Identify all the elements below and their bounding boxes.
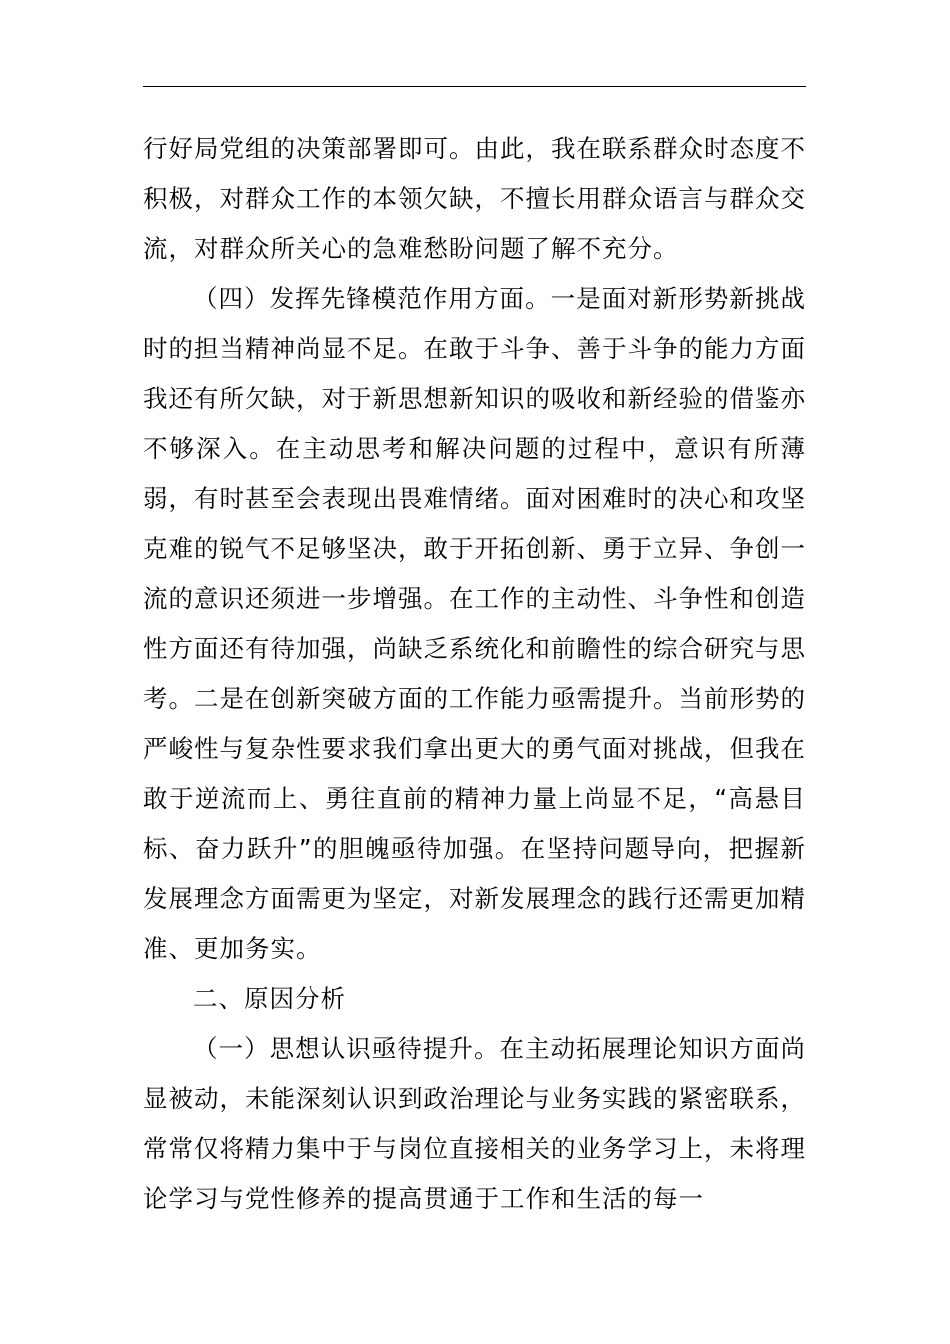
document-body: [143, 124, 806, 1224]
paragraph-continuation: 行好局党组的决策部署即可。由此，我在联系群众时态度不积极，对群众工作的本领欠缺，不擅长用群众语言与群众交流，对群众所关心的急难愁盼问题了解不充分。: [143, 134, 806, 263]
header-rule: [143, 86, 806, 87]
section-heading-cause-analysis: 二、原因分析: [193, 984, 346, 1013]
paragraph-cause-one: （一）思想认识亟待提升。在主动拓展理论知识方面尚显被动，未能深刻认识到政治理论与业务实践的紧密联系，常常仅将精力集中于与岗位直接相关的业务学习上，未将理论学习与党性修养的提高贯通于工作和生活的每一: [143, 1034, 806, 1213]
paragraph-section-four: （四）发挥先锋模范作用方面。一是面对新形势新挑战时的担当精神尚显不足。在敢于斗争、善于斗争的能力方面我还有所欠缺，对于新思想新知识的吸收和新经验的借鉴亦不够深入。在主动思考和解决问题的过程中，意识有所薄弱，有时甚至会表现出畏难情绪。面对困难时的决心和攻坚克难的锐气不足够坚决，敢于开拓创新、勇于立异、争创一流的意识还须进一步增强。在工作的主动性、斗争性和创造性方面还有待加强，尚缺乏系统化和前瞻性的综合研究与思考。二是在创新突破方面的工作能力亟需提升。当前形势的严峻性与复杂性要求我们拿出更大的勇气面对挑战，但我在敢于逆流而上、勇往直前的精神力量上尚显不足，“高悬目标、奋力跃升”的胆魄亟待加强。在坚持问题导向，把握新发展理念方面需更为坚定，对新发展理念的践行还需更加精准、更加务实。: [143, 284, 806, 963]
